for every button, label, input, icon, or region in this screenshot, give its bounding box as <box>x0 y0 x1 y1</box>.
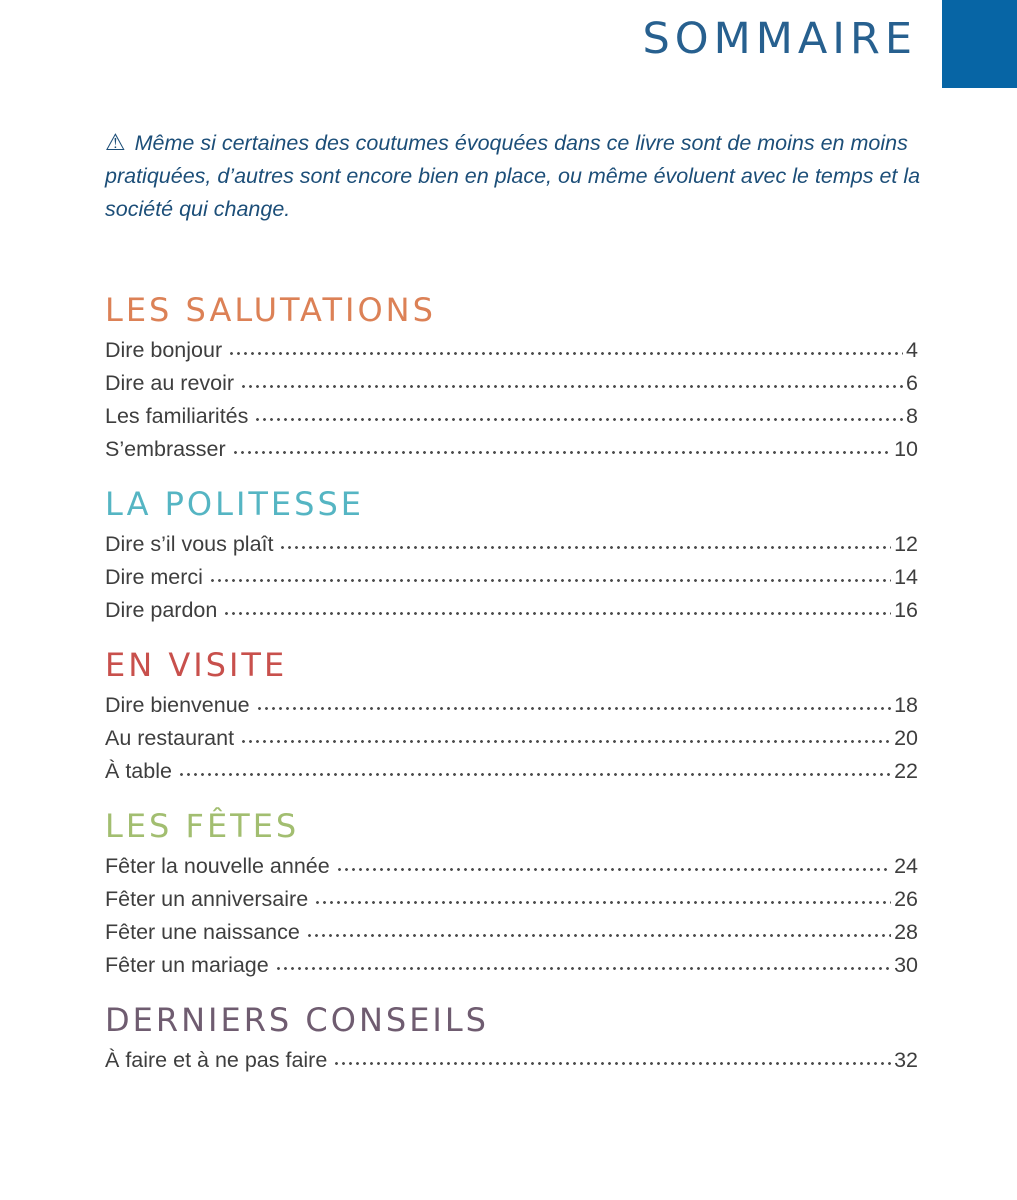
toc-entry-label: Dire au revoir <box>105 371 235 395</box>
toc-entry <box>105 755 918 788</box>
dot-leader <box>314 899 891 906</box>
toc-entry-page: 28 <box>894 920 918 944</box>
toc-entry-page: 26 <box>894 887 918 911</box>
toc-entry-label: S’embrasser <box>105 437 226 461</box>
toc-entry-page: 18 <box>894 693 918 717</box>
page-title: SOMMAIRE <box>642 14 917 64</box>
toc-entry <box>105 1044 918 1077</box>
toc-entry-page: 10 <box>894 437 918 461</box>
toc-section-salutations <box>105 292 918 466</box>
section-heading: LES FÊTES <box>105 807 300 845</box>
toc-entry-page: 30 <box>894 953 918 977</box>
dot-leader <box>336 866 891 873</box>
dot-leader <box>240 383 903 390</box>
toc-entry-page: 20 <box>894 726 918 750</box>
toc-entry-page: 22 <box>894 759 918 783</box>
toc-entry-label: Fêter la nouvelle année <box>105 854 330 878</box>
toc-entry-label: À table <box>105 759 172 783</box>
toc-section-visite <box>105 647 918 788</box>
toc-entry-label: Fêter une naissance <box>105 920 300 944</box>
dot-leader <box>256 705 891 712</box>
dot-leader <box>306 932 891 939</box>
toc-entry <box>105 594 918 627</box>
table-of-contents <box>105 272 918 1077</box>
section-heading: LA POLITESSE <box>105 485 364 523</box>
dot-leader <box>240 738 891 745</box>
toc-entry-page: 6 <box>906 371 918 395</box>
intro-note-text: Même si certaines des coutumes évoquées dans ce livre sont de moins en moins pratiquées, d’autres sont encore bien en place, ou même évoluent avec le temps et la société qui change. <box>105 131 921 221</box>
toc-entry <box>105 528 918 561</box>
toc-entry <box>105 916 918 949</box>
toc-entry <box>105 433 918 466</box>
toc-section-politesse <box>105 486 918 627</box>
section-heading: EN VISITE <box>105 646 288 684</box>
dot-leader <box>209 577 891 584</box>
toc-entry-page: 32 <box>894 1048 918 1072</box>
corner-accent-rect <box>942 0 1017 88</box>
intro-note <box>105 126 933 226</box>
warning-icon: ⚠ <box>105 129 126 155</box>
toc-entry <box>105 883 918 916</box>
toc-entry <box>105 722 918 755</box>
toc-entry-page: 16 <box>894 598 918 622</box>
toc-entry <box>105 334 918 367</box>
toc-entry-label: Dire bonjour <box>105 338 223 362</box>
toc-section-fetes <box>105 808 918 982</box>
toc-entry-label: Fêter un anniversaire <box>105 887 309 911</box>
toc-entry-label: Dire s’il vous plaît <box>105 532 274 556</box>
dot-leader <box>228 350 903 357</box>
section-heading: DERNIERS CONSEILS <box>105 1001 489 1039</box>
toc-entry-label: Au restaurant <box>105 726 235 750</box>
toc-entry <box>105 850 918 883</box>
dot-leader <box>178 771 891 778</box>
toc-entry-label: Dire bienvenue <box>105 693 250 717</box>
toc-entry <box>105 949 918 982</box>
toc-entry-label: Dire pardon <box>105 598 218 622</box>
toc-entry <box>105 367 918 400</box>
toc-entry-page: 12 <box>894 532 918 556</box>
dot-leader <box>275 965 891 972</box>
toc-entry <box>105 689 918 722</box>
dot-leader <box>232 449 891 456</box>
section-heading: LES SALUTATIONS <box>105 291 436 329</box>
toc-section-conseils <box>105 1002 918 1077</box>
toc-entry-page: 4 <box>906 338 918 362</box>
toc-entry-page: 14 <box>894 565 918 589</box>
dot-leader <box>223 610 891 617</box>
dot-leader <box>279 544 891 551</box>
dot-leader <box>333 1060 891 1067</box>
toc-entry <box>105 561 918 594</box>
dot-leader <box>254 416 903 423</box>
toc-entry-page: 8 <box>906 404 918 428</box>
toc-entry-label: Fêter un mariage <box>105 953 269 977</box>
toc-entry <box>105 400 918 433</box>
toc-entry-label: À faire et à ne pas faire <box>105 1048 328 1072</box>
toc-entry-page: 24 <box>894 854 918 878</box>
toc-entry-label: Les familiarités <box>105 404 249 428</box>
toc-entry-label: Dire merci <box>105 565 203 589</box>
